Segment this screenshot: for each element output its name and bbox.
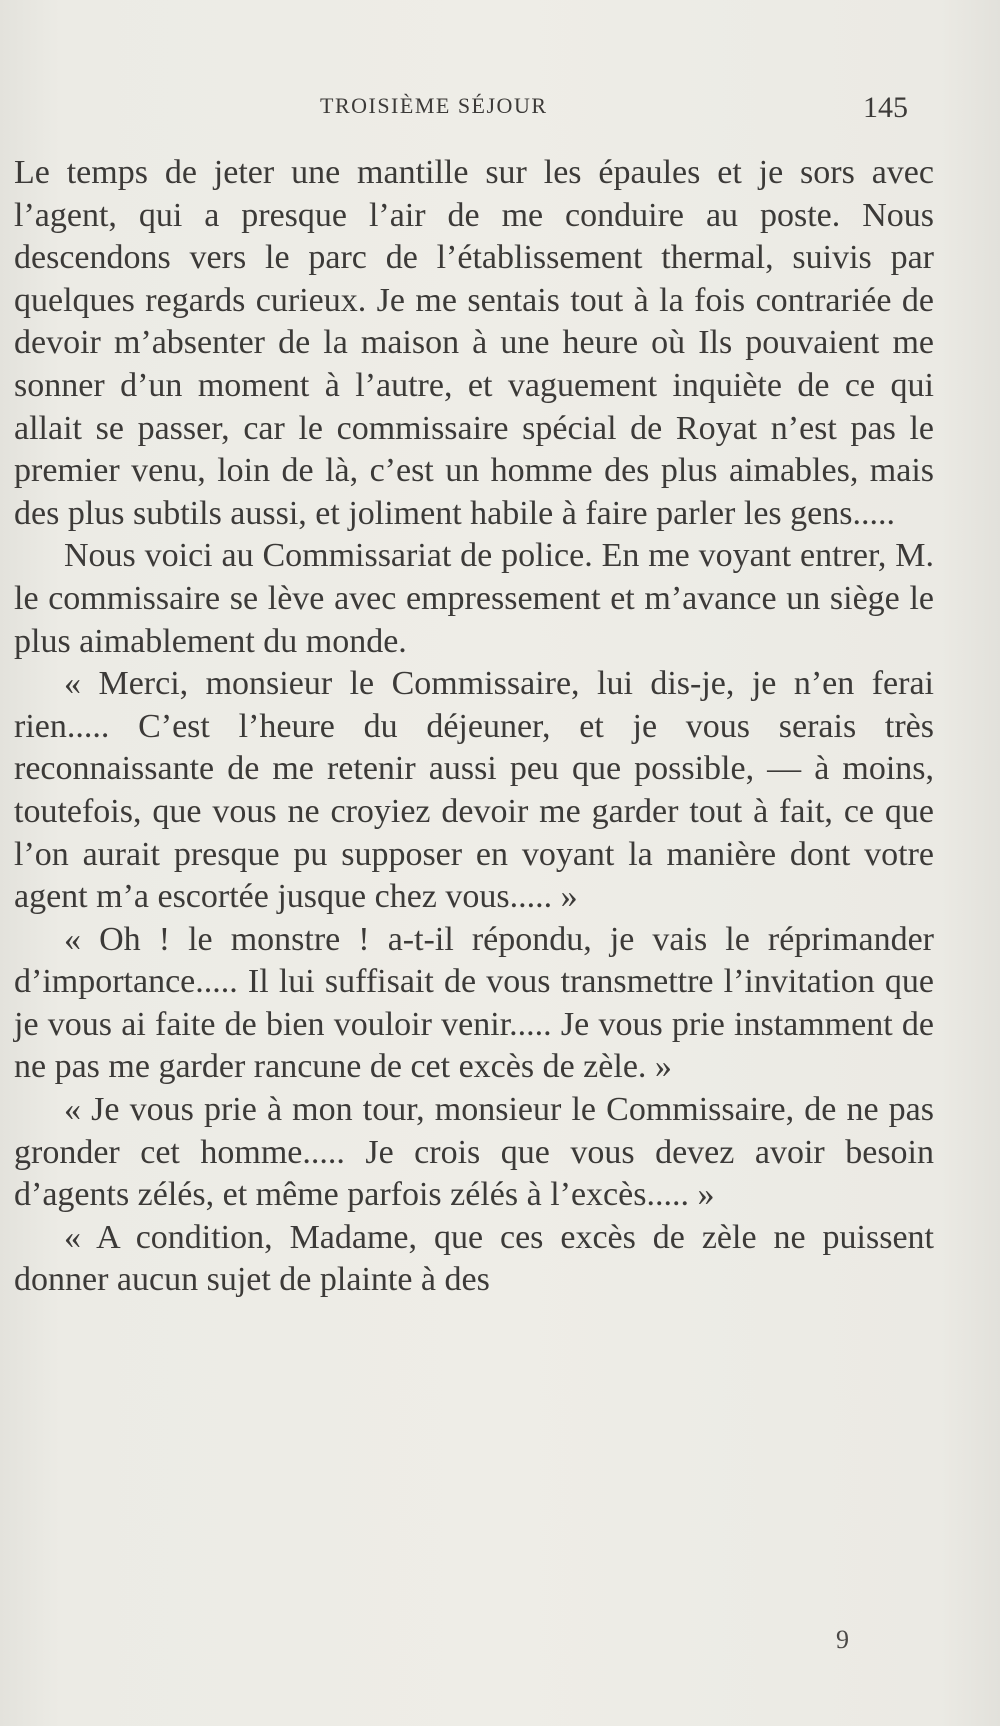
paragraph: « A condition, Madame, que ces excès de zèle ne puissent donner aucun sujet de plainte à des [14, 1218, 934, 1299]
paragraph: Nous voici au Commissariat de police. En me voyant entrer, M. le commissaire se lève avec empressement et m’avance un siège le plus aimablement du monde. [14, 537, 934, 660]
paragraph: Le temps de jeter une mantille sur les épaules et je sors avec l’agent, qui a presque l’air de me conduire au poste. Nous descendons vers le parc de l’établissement thermal, suivis par quelques regards curieux. Je me sentais tout à la fois contrariée de devoir m’absenter de la maison à une heure où Ils pouvaient me sonner d’un moment à l’autre, et vaguement inquiète de ce qui allait se passer, car le commissaire spécial de Royat n’est pas le premier venu, loin de là, c’est un homme des plus aimables, mais des plus subtils aussi, et joliment habile à faire parler les gens..... [14, 154, 934, 532]
running-title: TROISIÈME SÉJOUR [320, 93, 548, 118]
paragraph: « Merci, monsieur le Commissaire, lui dis-je, je n’en ferai rien..... C’est l’heure du déjeuner, et je vous serais très reconnaissante de me retenir aussi peu que possible, — à moins, toutefois, que vous ne croyiez devoir me garder tout à fait, ce que l’on aurait presque pu supposer en voyant la manière dont votre agent m’a escortée jusque chez vous..... » [14, 665, 934, 916]
paragraph: « Je vous prie à mon tour, monsieur le Commissaire, de ne pas gronder cet homme..... Je crois que vous devez avoir besoin d’agents zélés, et même parfois zélés à l’excès..... » [14, 1091, 934, 1214]
page-number: 145 [863, 91, 908, 124]
body-text [14, 152, 934, 1302]
paragraph: « Oh ! le monstre ! a-t-il répondu, je vais le réprimander d’importance..... Il lui suffisait de vous transmettre l’invitation que je vous ai faite de bien vouloir venir..... Je vous prie instamment de ne pas me garder rancune de cet excès de zèle. » [14, 920, 934, 1086]
running-head [0, 93, 1000, 133]
signature-mark: 9 [836, 1625, 849, 1654]
